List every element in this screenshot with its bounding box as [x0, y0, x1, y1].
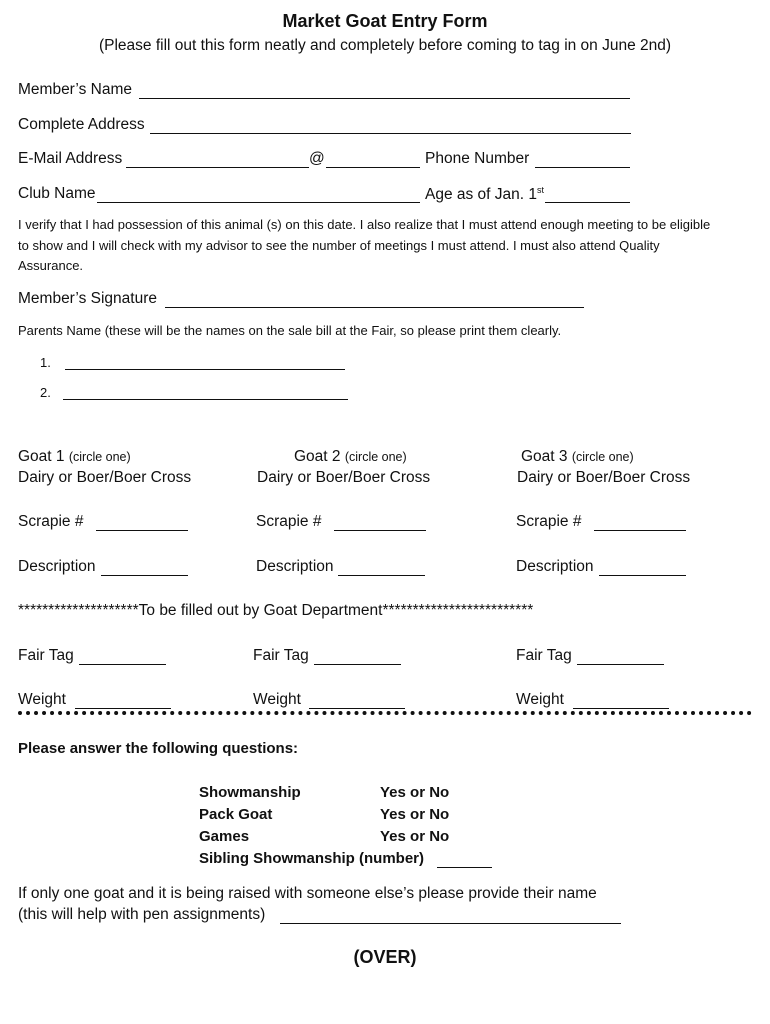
form-title: Market Goat Entry Form — [282, 11, 488, 31]
parent-2-field[interactable] — [63, 382, 348, 400]
pen-assignment-field[interactable] — [280, 906, 621, 924]
question-games-answer[interactable]: Yes or No — [380, 828, 450, 845]
at-sign: @ — [309, 150, 325, 167]
email-address-label: E-Mail Address — [18, 150, 123, 167]
weight-2-field[interactable] — [309, 691, 405, 709]
goat-1-description-field[interactable] — [101, 558, 188, 576]
question-showmanship-answer[interactable]: Yes or No — [380, 784, 450, 801]
fair-tag-1-field[interactable] — [79, 647, 166, 665]
goat-1-scrapie-label: Scrapie # — [18, 513, 84, 530]
goat-1-title: Goat 1 (circle one) — [18, 448, 131, 465]
goat-2-scrapie-label: Scrapie # — [256, 513, 322, 530]
parent-2-number: 2. — [40, 385, 51, 400]
question-showmanship-label: Showmanship — [199, 784, 301, 801]
age-superscript: st — [537, 185, 545, 195]
sibling-showmanship-label: Sibling Showmanship (number) — [199, 850, 424, 867]
email-user-field[interactable] — [126, 150, 309, 168]
goat-2-scrapie-field[interactable] — [334, 513, 426, 531]
age-label: Age as of Jan. 1st — [425, 185, 545, 204]
goat-3-scrapie-field[interactable] — [594, 513, 686, 531]
goat-2-description-field[interactable] — [338, 558, 425, 576]
parent-1-number: 1. — [40, 355, 51, 370]
weight-2-label: Weight — [253, 691, 301, 708]
fair-tag-3-field[interactable] — [577, 647, 664, 665]
parent-1-field[interactable] — [65, 352, 345, 370]
form-subtitle: (Please fill out this form neatly and completely before coming to tag in on June 2nd) — [98, 37, 672, 54]
weight-1-label: Weight — [18, 691, 66, 708]
fair-tag-3-label: Fair Tag — [516, 647, 572, 664]
complete-address-label: Complete Address — [18, 116, 145, 133]
question-pack-goat-answer[interactable]: Yes or No — [380, 806, 450, 823]
question-pack-goat-label: Pack Goat — [199, 806, 273, 823]
weight-1-field[interactable] — [75, 691, 171, 709]
questions-heading: Please answer the following questions: — [18, 740, 299, 757]
dotted-divider — [18, 711, 752, 715]
over-indicator: (OVER) — [353, 947, 417, 967]
age-field[interactable] — [545, 185, 630, 203]
fair-tag-1-label: Fair Tag — [18, 647, 74, 664]
club-name-label: Club Name — [18, 185, 96, 202]
goat-3-description-field[interactable] — [599, 558, 686, 576]
goat-1-type-choice[interactable]: Dairy or Boer/Boer Cross — [18, 469, 192, 486]
members-signature-field[interactable] — [165, 290, 584, 308]
goat-2-title: Goat 2 (circle one) — [294, 448, 407, 465]
goat-2-type-choice[interactable]: Dairy or Boer/Boer Cross — [257, 469, 431, 486]
members-name-field[interactable] — [139, 81, 630, 99]
goat-3-type-choice[interactable]: Dairy or Boer/Boer Cross — [517, 469, 691, 486]
sibling-showmanship-field[interactable] — [437, 850, 492, 868]
complete-address-field[interactable] — [150, 116, 631, 134]
goat-2-description-label: Description — [256, 558, 334, 575]
one-goat-instruction: If only one goat and it is being raised with someone else’s please provide their name — [18, 885, 597, 902]
parents-name-label: Parents Name (these will be the names on the sale bill at the Fair, so please print them clearly. — [18, 323, 562, 338]
goat-1-scrapie-field[interactable] — [96, 513, 188, 531]
goat-3-scrapie-label: Scrapie # — [516, 513, 582, 530]
goat-3-title: Goat 3 (circle one) — [521, 448, 634, 465]
weight-3-label: Weight — [516, 691, 564, 708]
verification-statement: I verify that I had possession of this animal (s) on this date. I also realize that I must attend enough meeting to be eligible to show and I will check with my advisor to see the number of meetings I must attend. I must also attend Quality Assurance. — [18, 217, 711, 273]
club-name-field[interactable] — [97, 185, 420, 203]
phone-number-label: Phone Number — [425, 150, 530, 167]
fair-tag-2-label: Fair Tag — [253, 647, 309, 664]
phone-number-field[interactable] — [535, 150, 630, 168]
goat-3-description-label: Description — [516, 558, 594, 575]
goat-1-description-label: Description — [18, 558, 96, 575]
members-name-label: Member’s Name — [18, 81, 132, 98]
goat-department-banner: ********************To be filled out by Goat Department************************* — [18, 602, 534, 619]
weight-3-field[interactable] — [573, 691, 669, 709]
email-domain-field[interactable] — [326, 150, 420, 168]
pen-assignment-label: (this will help with pen assignments) — [18, 906, 266, 923]
question-games-label: Games — [199, 828, 250, 845]
fair-tag-2-field[interactable] — [314, 647, 401, 665]
members-signature-label: Member’s Signature — [18, 290, 157, 307]
